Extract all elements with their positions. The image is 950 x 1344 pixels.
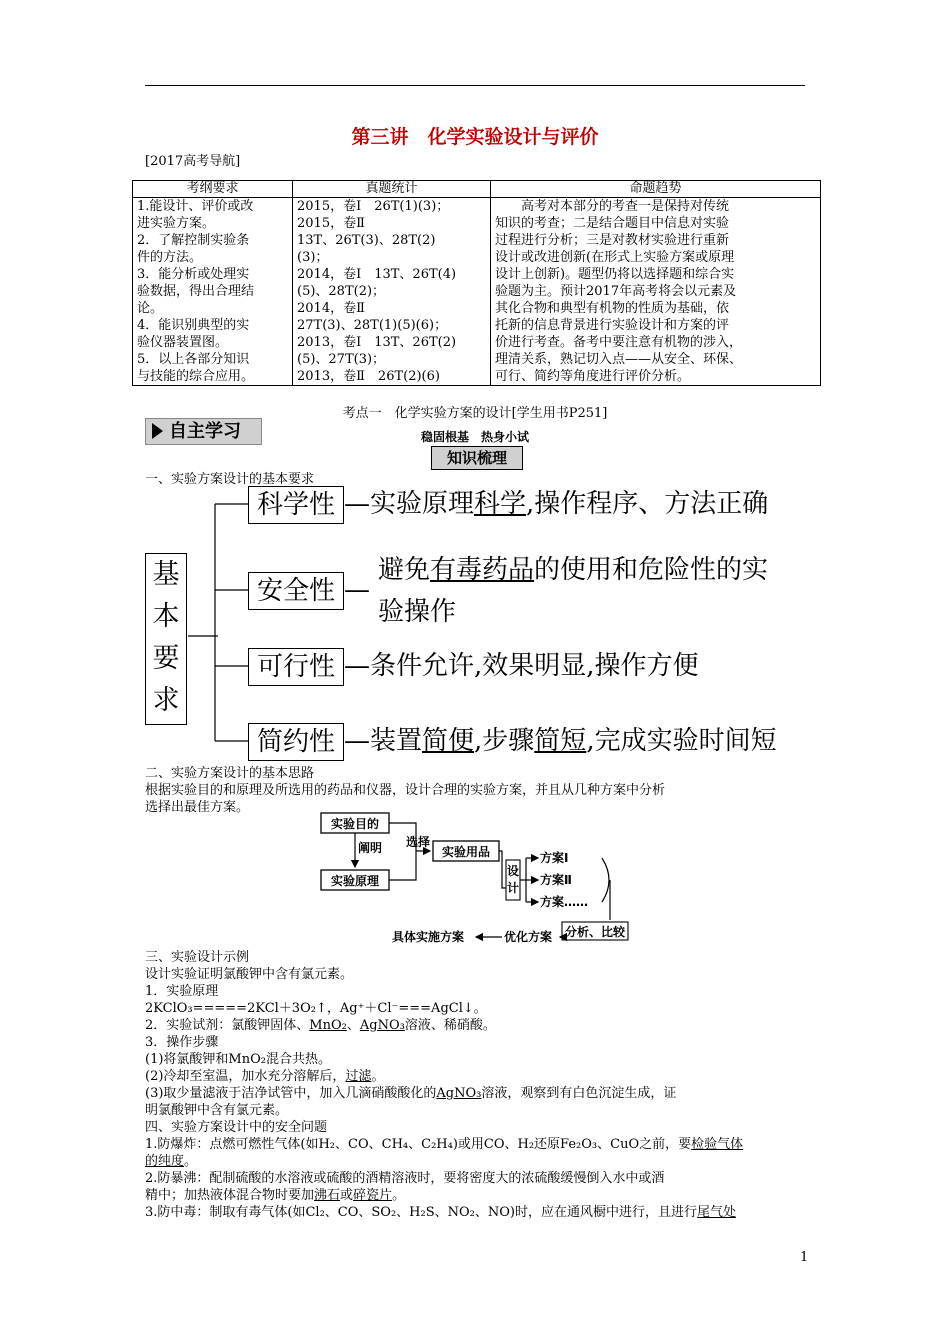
text-run: (2)冷却至室温，加水充分溶解后， [145,1069,346,1084]
cell-line: 27T(3)、28T(1)(5)(6)； [297,318,448,333]
page-title: 第三讲 化学实验设计与评价 [351,126,599,148]
cell-line: 过程进行分析；三是对教材实验进行重新 [495,233,730,248]
syllabus-cell [133,198,293,386]
cell-line: (5)、27T(3)； [297,352,386,367]
blank-answer: 尾气处 [696,1205,736,1220]
table-row [133,198,821,386]
cell-line: 其化合物和典型有机物的性质为基础，依 [495,301,730,316]
branch-text: 避免 [378,555,431,585]
blank-answer: 简便 [422,726,475,756]
cell-line: 4．能识别典型的实 [137,318,250,333]
flow-label: 实验目的 [330,817,380,831]
text-run: 。 [392,1188,406,1203]
text-run: 1.防爆炸：点燃可燃性气体(如H₂、CO、CH₄、C₂H₄)或用CO、H₂还原Fe₂O₃、CuO之前，要 [145,1137,692,1152]
root-box [145,553,187,725]
cell-line: 进实验方案。 [137,216,216,231]
flow-label: 方案Ⅰ [540,851,569,865]
cell-line: 件的方法。 [137,250,203,265]
blank-answer: 简短 [534,726,587,756]
blank-answer: AgNO₃ [359,1018,405,1033]
table-header-cell: 真题统计 [293,181,491,198]
section-3-sub3: 3．操作步骤 [145,1035,219,1050]
cell-line: 与技能的综合应用。 [137,369,255,384]
text-run: 精中；加热液体混合物时要加 [145,1188,315,1203]
table-header-cell: 考纲要求 [133,181,293,198]
cell-line: 2015，卷Ⅱ [297,216,365,231]
text-run: 。 [371,1069,385,1084]
section-1-heading: 一、实验方案设计的基本要求 [145,472,315,487]
table-header-cell: 命题趋势 [491,181,821,198]
cell-line: 3．能分析或处理实 [137,267,250,282]
root-char: 要 [152,643,180,674]
flow-label: 阐明 [358,841,383,855]
blank-answer: 的纯度 [145,1154,185,1169]
step-3-cont: 明氯酸钾中含有氯元素。 [145,1103,289,1118]
section-4-heading: 四、实验方案设计中的安全问题 [145,1120,328,1135]
statistics-cell [293,198,491,386]
equation: 2KClO₃=====2KCl＋3O₂↑，Ag⁺＋Cl⁻===AgCl↓。 [145,1001,487,1016]
page-number: 1 [800,1250,809,1265]
cell-line: 理清关系，熟记切入点——从安全、环保、 [495,352,743,367]
cell-line: 论。 [137,301,164,316]
flow-label: 实验原理 [330,874,380,888]
section-2-heading: 二、实验方案设计的基本思路 [145,766,315,781]
key-box-feasibility: 可行性 [248,648,344,686]
root-char: 基 [152,559,180,590]
cell-line: 设计上创新)。题型仍将以选择题和综合实 [495,267,735,282]
section-2-body-cont: 选择出最佳方案。 [145,800,250,815]
flow-diagram [318,810,636,952]
cell-line: 托新的信息背景进行实验设计和方案的评 [495,318,730,333]
cell-line: 高考对本部分的考查一是保持对传统 [521,199,730,214]
cell-line: 2014，卷Ⅰ 13T、26T(4) [297,267,457,282]
text-run: 。 [184,1154,198,1169]
cell-line: 2014，卷Ⅱ [297,301,365,316]
section-3-intro: 设计实验证明氯酸钾中含有氯元素。 [145,967,354,982]
cell-line: 2015，卷Ⅰ 26T(1)(3)； [297,199,450,214]
text-run: 、 [346,1018,360,1033]
cell-line: 验仪器装置图。 [137,335,229,350]
branch-text: ,完成实验时间短 [586,726,777,756]
branch-4-text [344,723,777,759]
blank-answer: 过滤 [345,1069,372,1084]
cell-line: 价进行考查。备考中要注意有机物的涉入， [495,335,743,350]
branch-2-text-cont: 验操作 [378,597,457,627]
blank-answer: 有毒药品 [430,555,535,585]
root-char: 本 [152,601,180,632]
cell-line: 验数据，得出合理结 [137,284,255,299]
text-run: 溶液，观察到有白色沉淀生成，证 [481,1086,677,1101]
branch-text: ,步骤 [474,726,535,756]
text-run: 溶液、稀硝酸。 [404,1018,496,1033]
requirements-table [132,180,821,386]
flow-label: 设 [506,864,520,878]
flow-label: 选择 [406,835,431,849]
branch-3-text: —条件允许,效果明显,操作方便 [344,651,699,681]
cell-line: 设计或改进创新(在形式上实验方案或原理 [495,250,735,265]
cell-line: 5．以上各部分知识 [137,352,250,367]
flow-label: 分析、比较 [564,925,626,939]
cell-line: (5)、28T(2)； [297,284,386,299]
branch-text: —实验原理 [344,489,475,519]
branch-text: 的使用和危险性的实 [534,555,769,585]
flow-label: 方案…… [540,895,589,909]
self-study-label: 自主学习 [169,421,241,442]
key-box-safety: 安全性 [248,572,344,610]
section-3-heading: 三、实验设计示例 [145,950,250,965]
branch-1-text [344,486,768,522]
cell-line: 2013，卷Ⅰ 13T、26T(2) [297,335,457,350]
section-kaodian: 考点一 化学实验方案的设计[学生用书P251] [342,406,608,421]
cell-line: 13T、26T(3)、28T(2) [297,233,436,248]
root-char: 求 [152,685,180,716]
cell-line: (3)； [297,250,329,265]
branch-dash: — [344,575,370,605]
blank-answer: AgNO₃ [436,1086,482,1101]
cell-line: 1.能设计、评价或改 [137,199,254,214]
branch-text: ,操作程序、方法正确 [526,489,769,519]
cell-line: 可行、简约等角度进行评价分析。 [495,369,691,384]
section-3-sub1: 1．实验原理 [145,984,219,999]
safety-2: 2.防暴沸：配制硫酸的水溶液或硫酸的酒精溶液时，要将密度大的浓硫酸缓慢倒入水中或酒 [145,1171,665,1186]
blank-answer: MnO₂ [309,1018,347,1033]
knowledge-banner: 知识梳理 [431,446,523,470]
subtitle-consolidate: 稳固根基 热身小试 [420,430,529,444]
blank-answer: 检验气体 [691,1137,744,1152]
branch-2-text [378,552,768,588]
text-run: 或 [340,1188,354,1203]
flow-label: 计 [506,881,520,895]
text-run: (3)取少量滤液于洁净试管中，加入几滴硝酸酸化的 [145,1086,437,1101]
table-header-row [133,181,821,198]
section-2-body: 根据实验目的和原理及所选用的药品和仪器，设计合理的实验方案，并且从几种方案中分析 [145,783,666,798]
cell-line: 2．了解控制实验条 [137,233,250,248]
flow-label: 方案Ⅱ [540,873,572,887]
cell-line: 2013，卷Ⅱ 26T(2)(6) [297,369,440,384]
trend-cell [491,198,821,386]
text-run: 3.防中毒：制取有毒气体(如Cl₂、CO、SO₂、H₂S、NO₂、NO)时，应在通风橱中进行，且进行 [145,1205,697,1220]
top-rule [145,85,805,86]
blank-answer: 科学 [474,489,527,519]
key-box-scientific: 科学性 [248,486,344,524]
blank-answer: 碎瓷片 [353,1188,393,1203]
safety-1 [145,1133,743,1152]
branch-text: —装置 [344,726,423,756]
flow-label: 实验用品 [441,845,491,859]
cell-line: 验题为主。预计2017年高考将会以元素及 [495,284,737,299]
blank-answer: 沸石 [314,1188,341,1203]
text-run: 2．实验试剂：氯酸钾固体、 [145,1018,310,1033]
flow-label: 优化方案 [504,930,553,944]
key-box-simplicity: 简约性 [248,723,344,761]
exam-nav-label: [2017高考导航] [145,154,241,169]
safety-3 [145,1201,736,1220]
step-1: (1)将氯酸钾和MnO₂混合共热。 [145,1052,331,1067]
flow-label: 具体实施方案 [392,930,465,944]
cell-line: 知识的考查；二是结合题目中信息对实验 [495,216,730,231]
